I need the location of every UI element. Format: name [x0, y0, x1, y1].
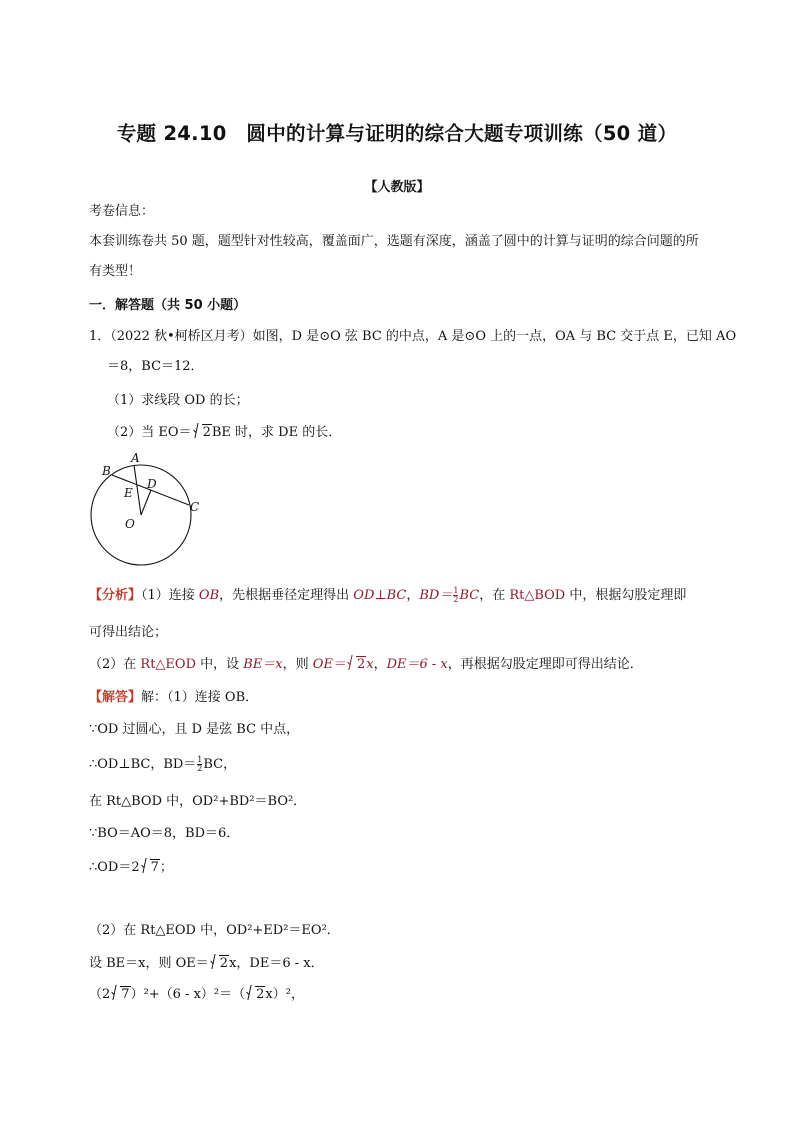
analysis-line2: 可得出结论； [89, 625, 168, 640]
problem-number: 1． [89, 329, 111, 344]
info-label: 考卷信息： [89, 204, 155, 219]
info-desc-line1: 本套训练卷共 50 题，题型针对性较高，覆盖面广，选题有深度，涵盖了圆中的计算与证明的综合问题的所 [89, 234, 699, 249]
section-heading: 一．解答题（共 50 小题） [89, 298, 247, 313]
solution-line1: 【解答】解：（1）连接 OB． [89, 690, 259, 705]
segment-oa [134, 465, 141, 515]
solution-line3: ∴OD⊥BC，BD＝ $\frac{1}{2}$ BC， [89, 755, 237, 773]
problem-1-part1: （1）求线段 OD 的长； [107, 393, 249, 408]
fraction-half: $\frac{1}{2}$ [453, 586, 459, 604]
solution-line6: ∴OD＝2 7； [89, 860, 173, 875]
solution-line4: 在 Rt△BOD 中，OD²+BD²＝BO²． [89, 794, 307, 809]
label-a: A [131, 451, 140, 465]
page-subtitle: 【人教版】 [364, 180, 430, 195]
solution-line8: 设 BE＝x，则 OE＝ 2x，DE＝6 - x． [89, 956, 324, 971]
problem-1-line1 [89, 328, 736, 346]
problem-source: （2022 秋•柯桥区月考） [110, 329, 253, 344]
segment-od [141, 490, 151, 515]
solution-line5: ∵BO＝AO＝8，BD＝6． [89, 826, 240, 841]
circle-figure [84, 450, 214, 570]
info-desc-line2: 有类型！ [89, 264, 142, 279]
solution-line9: （2 7）²+（6 - x）²＝（ 2x）²， [89, 987, 304, 1002]
label-e: E [124, 486, 133, 500]
page-title: 专题 24.10 圆中的计算与证明的综合大题专项训练（50 道） [116, 122, 678, 145]
problem-1-line2: ＝8，BC＝12． [107, 359, 204, 374]
label-b: B [102, 464, 111, 478]
analysis-line3: （2）在 Rt△EOD 中，设 BE＝x，则 OE＝ 2x，DE＝6 - x，再根据勾股定理即可得出结论． [89, 657, 643, 672]
label-d: D [147, 477, 157, 491]
analysis-tag: 【分析】 [89, 588, 142, 603]
analysis-line1: 【分析】（1）连接 OB，先根据垂径定理得出 OD⊥BC，BD＝ $\frac{1}{2}$ BC，在 Rt△BOD 中，根据勾股定理即 [89, 586, 687, 604]
problem-question: 如图，D 是⊙O 弦 BC 的中点，A 是⊙O 上的一点，OA 与 BC 交于点 E，已知 AO [252, 329, 737, 344]
solution-line7: （2）在 Rt△EOD 中，OD²+ED²＝EO²． [89, 923, 340, 938]
sqrt-symbol: 2 [193, 424, 212, 442]
solution-tag: 【解答】 [89, 690, 142, 705]
label-c: C [190, 500, 200, 514]
problem-1-part2: （2）当 EO＝ 2BE 时，求 DE 的长． [107, 425, 342, 440]
solution-line2: ∵OD 过圆心，且 D 是弦 BC 中点， [89, 722, 300, 737]
label-o: O [125, 517, 135, 531]
